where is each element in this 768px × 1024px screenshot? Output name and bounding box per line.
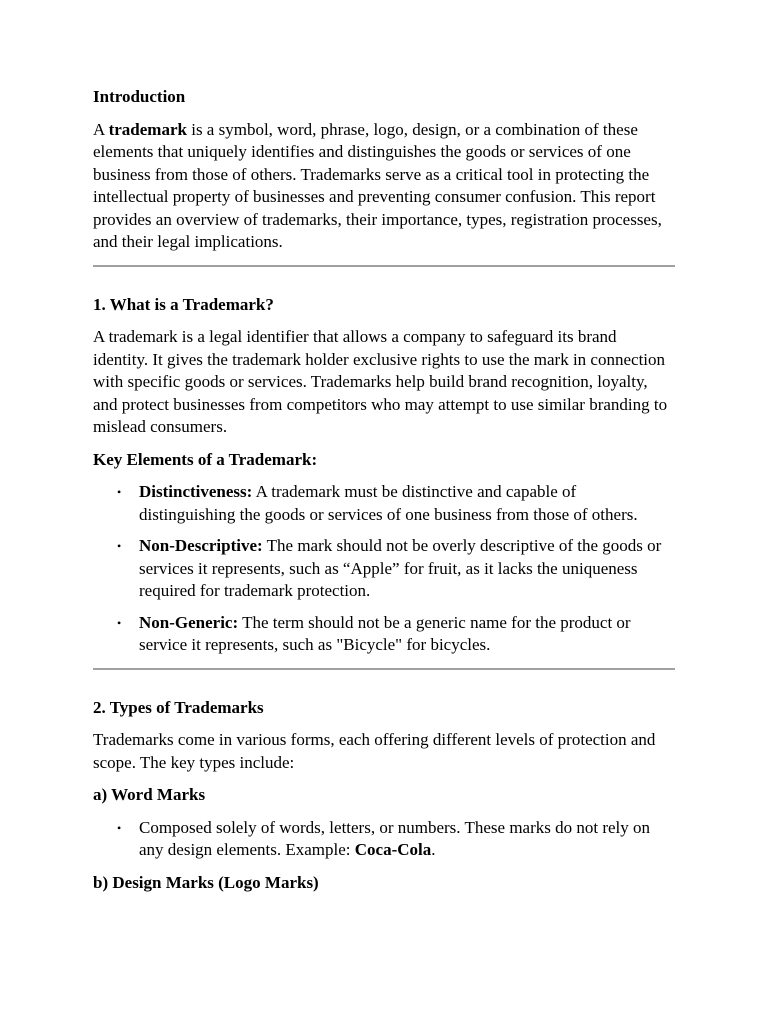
document-page — [93, 86, 675, 894]
list-item-bold: Coca-Cola — [354, 840, 432, 859]
word-marks-list — [93, 817, 675, 862]
list-item-bold: Non-Descriptive: — [139, 536, 263, 555]
list-item-text: The term should not be a generic name for the product or service it represents, such as "Bicycle" for bicycles. — [139, 612, 631, 654]
list-item-bold: Distinctiveness: — [139, 482, 253, 501]
section1-paragraph: A trademark is a legal identifier that allows a company to safeguard its brand identity. It gives the trademark holder exclusive rights to use the mark in connection with specific goods or services. Trademarks help build brand recognition, loyalty, and protect businesses from competitors who may attempt to use similar branding to mislead consumers. — [93, 327, 668, 436]
key-elements-heading: Key Elements of a Trademark: — [93, 449, 318, 469]
word-marks-heading: a) Word Marks — [93, 785, 206, 804]
intro-prefix: A — [93, 119, 109, 139]
list-item — [117, 481, 675, 526]
list-item — [117, 535, 675, 603]
divider — [93, 265, 675, 267]
list-item — [117, 817, 675, 862]
section1-heading: 1. What is a Trademark? — [93, 294, 274, 314]
intro-bold-term: trademark — [108, 119, 187, 139]
divider — [93, 668, 675, 670]
key-elements-list — [93, 481, 675, 657]
list-item-text: Composed solely of words, letters, or numbers. These marks do not rely on any design elements. Example: — [139, 817, 651, 859]
intro-rest: is a symbol, word, phrase, logo, design, or a combination of these elements that uniquely identifies and distinguishes the goods or services of one business from those of others. Trademarks serve as a critical tool in protecting the intellectual property of businesses and preventing consumer confusion. This report provides an overview of trademarks, their importance, types, registration processes, and their legal implications. — [93, 119, 662, 251]
list-item-text: A trademark must be distinctive and capable of distinguishing the goods or services of one business from those of others. — [139, 482, 638, 524]
intro-heading: Introduction — [93, 87, 186, 106]
list-item-text: The mark should not be overly descriptive of the goods or services it represents, such as “Apple” for fruit, as it lacks the uniqueness required for trademark protection. — [139, 536, 662, 600]
list-item-bold: Non-Generic: — [139, 612, 239, 632]
bullet-icon: • — [117, 485, 122, 499]
section2-heading: 2. Types of Trademarks — [93, 697, 264, 717]
bullet-icon: • — [117, 820, 122, 835]
list-item-end: . — [431, 840, 436, 859]
list-item — [117, 612, 675, 657]
intro-paragraph — [93, 119, 675, 254]
section2-paragraph: Trademarks come in various forms, each offering different levels of protection and scope. The key types include: — [93, 730, 656, 772]
bullet-icon: • — [117, 615, 122, 630]
design-marks-heading: b) Design Marks (Logo Marks) — [93, 872, 319, 892]
bullet-icon: • — [117, 539, 122, 553]
